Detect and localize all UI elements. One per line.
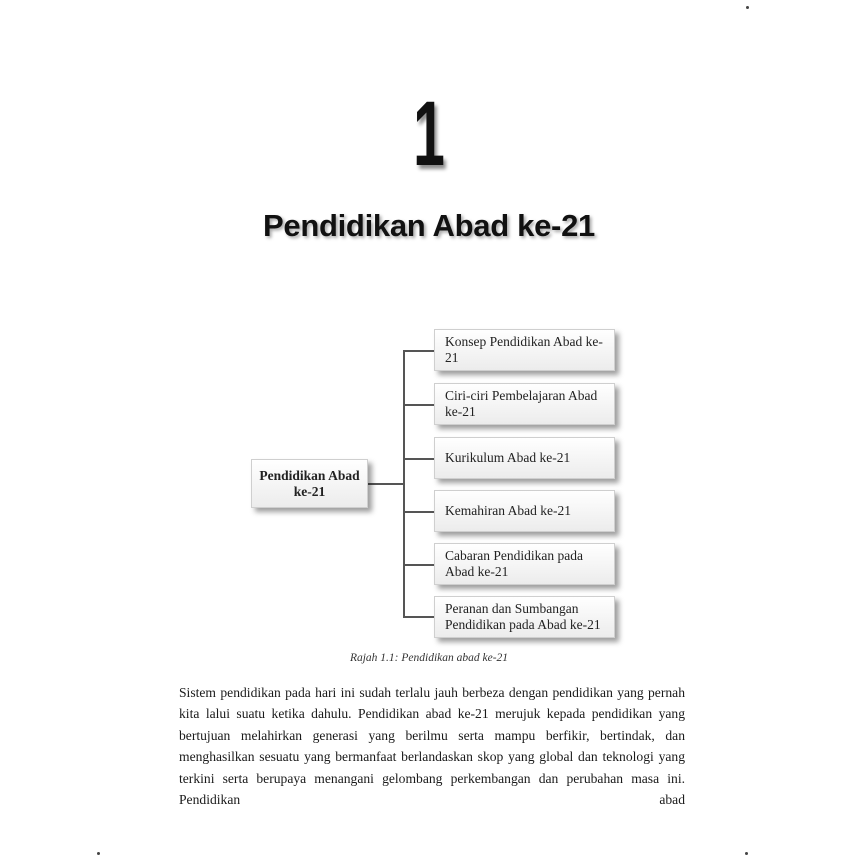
branch-line	[403, 404, 434, 406]
chapter-title: Pendidikan Abad ke-21	[263, 208, 595, 243]
branch-line	[403, 350, 434, 352]
root-connector	[368, 483, 404, 485]
diagram-child-node: Kurikulum Abad ke-21	[434, 437, 615, 479]
branch-line	[403, 616, 434, 618]
chapter-number: 1	[413, 83, 445, 185]
diagram-root-node: Pendidikan Abad ke-21	[251, 459, 368, 508]
figure-caption: Rajah 1.1: Pendidikan abad ke-21	[349, 652, 509, 664]
branch-line	[403, 564, 434, 566]
diagram-child-node: Kemahiran Abad ke-21	[434, 490, 615, 532]
diagram-child-node: Ciri-ciri Pembelajaran Abad ke-21	[434, 383, 615, 425]
page-speck	[97, 852, 100, 855]
branch-line	[403, 458, 434, 460]
branch-line	[403, 511, 434, 513]
diagram-child-node: Konsep Pendidikan Abad ke-21	[434, 329, 615, 371]
diagram-child-node: Cabaran Pendidikan pada Abad ke-21	[434, 543, 615, 585]
trunk-line	[403, 350, 405, 617]
diagram-child-node: Peranan dan Sumbangan Pendidikan pada Abad ke-21	[434, 596, 615, 638]
body-paragraph: Sistem pendidikan pada hari ini sudah terlalu jauh berbeza dengan pendidikan yang pernah kita lalui suatu ketika dahulu. Pendidikan abad ke-21 merujuk kepada pendidikan yang bertujuan melahirkan generasi yang berilmu serta mampu berfikir, bertindak, dan menghasilkan sesuatu yang bermanfaat berlandaskan skop yang global dan teknologi yang terkini serta berupaya menangani gelombang perkembangan dan perubahan masa ini. Pendidikan abad	[179, 685, 685, 808]
page-speck	[745, 852, 748, 855]
